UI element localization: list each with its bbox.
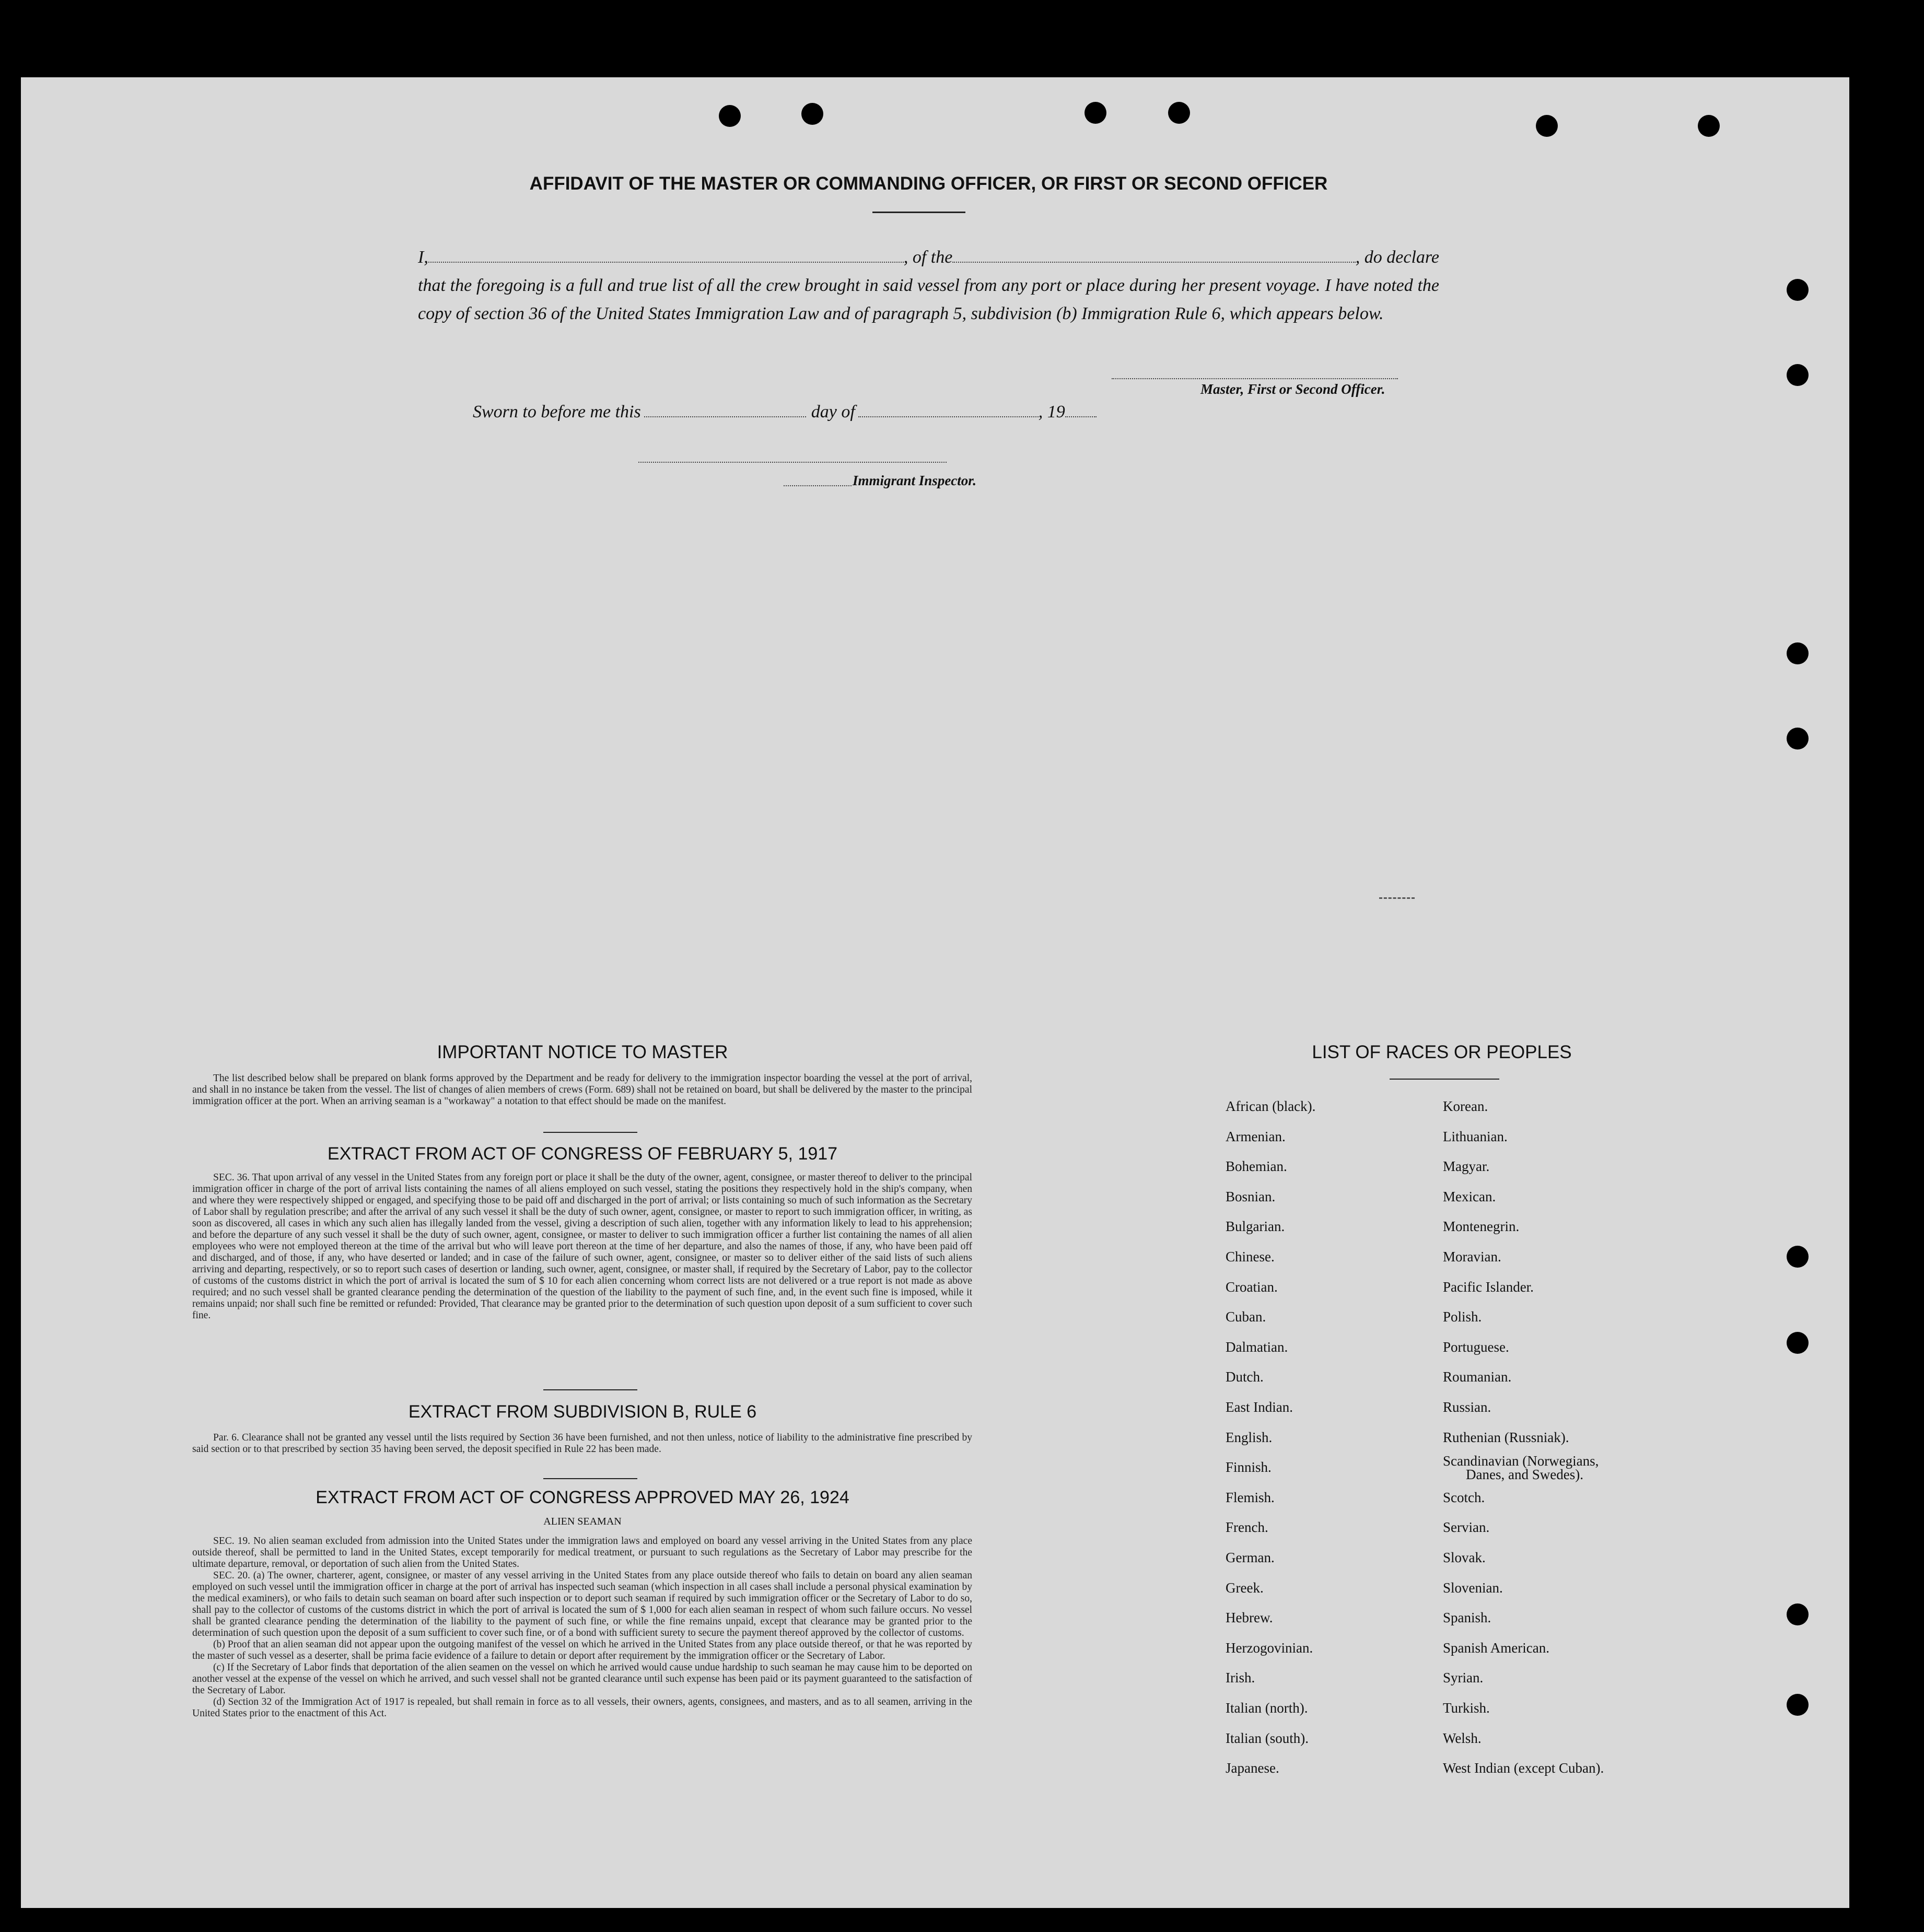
race-item-right: Welsh. [1443,1730,1482,1746]
affidavit-text: that the foregoing is a full and true list of all the crew brought in said vessel from any port or place during her present voyage. I have noted the copy of section 36 of the United States Immigration Law and of paragraph 5, subdivision (b) Immigration Rule 6, which appears below. [418,276,1439,323]
race-item-right: Lithuanian. [1443,1129,1508,1144]
race-item-left: Hebrew. [1226,1610,1273,1625]
punch-hole [719,105,741,127]
race-item-right: Montenegrin. [1443,1219,1520,1234]
race-item-right: Turkish. [1443,1700,1490,1716]
race-item-left: African (black). [1226,1098,1316,1114]
race-item-left: German. [1226,1550,1275,1565]
inspector-signature-lead [784,473,852,486]
race-item-left: Irish. [1226,1670,1255,1685]
notice-text [192,1073,972,1107]
race-item-left: Italian (north). [1226,1700,1308,1716]
sworn-day-field[interactable] [644,404,806,417]
affidavit-word-of-the: , of the [903,248,953,267]
race-item-right: Spanish American. [1443,1640,1549,1656]
notice-title: IMPORTANT NOTICE TO MASTER [437,1042,728,1062]
section-divider [543,1389,637,1390]
punch-hole [1168,102,1190,124]
race-item-right: Spanish. [1443,1610,1491,1625]
race-item-left: Bulgarian. [1226,1219,1285,1234]
race-item-right: Servian. [1443,1519,1490,1535]
sworn-day-of: day of [811,402,855,421]
master-signature-line[interactable] [1112,366,1398,379]
extract-1924-sec20d: (d) Section 32 of the Immigration Act of 1917 is repealed, but shall remain in force as to all vessels, their owners, agents, consignees, and masters, and as to all seamen, arriving in the United States prior to the enactment of this Act. [192,1696,972,1719]
race-item-right: Korean. [1443,1098,1488,1114]
affidavit-word-i: I, [418,248,428,267]
race-item-left: Dutch. [1226,1369,1264,1385]
sworn-prefix: Sworn to before me this [473,402,641,421]
race-item-left: Greek. [1226,1580,1264,1596]
inspector-label: Immigrant Inspector. [853,473,977,488]
affidavit-title: AFFIDAVIT OF THE MASTER OR COMMANDING OFFICER, OR FIRST OR SECOND OFFICER [529,173,1328,194]
race-item-right: Moravian. [1443,1249,1501,1264]
race-item-left: Cuban. [1226,1309,1266,1325]
sworn-year-prefix: , 19 [1038,402,1065,421]
race-item-left: Japanese. [1226,1760,1279,1776]
punch-hole [1787,1694,1809,1716]
punch-hole [1787,1603,1809,1625]
extract-rule6-paragraph: Par. 6. Clearance shall not be granted any vessel until the lists required by Section 36 have been furnished, and not then unless, notice of liability to the administrative fine prescribed by said section or to that prescribed by section 35 having been served, the deposit specified in Rule 22 has been made. [192,1432,972,1455]
extract-rule6-text [192,1432,972,1455]
vessel-name-field[interactable] [952,249,1355,263]
affidavit-word-do-declare: , do declare [1355,248,1439,267]
race-item-left: Flemish. [1226,1490,1275,1505]
race-item-left: Bosnian. [1226,1189,1276,1204]
race-item-right: Scandinavian (Norwegians, [1443,1453,1599,1469]
race-item-left: East Indian. [1226,1399,1293,1415]
race-item-right: Russian. [1443,1399,1491,1415]
race-item-left: Bohemian. [1226,1158,1287,1174]
race-item-left: French. [1226,1519,1268,1535]
extract-1924-sec20a: SEC. 20. (a) The owner, charterer, agent, consignee, or master of any vessel arriving in the United States from any place outside thereof who fails to detain on board any alien seaman employed on such vessel until the immigration officer in charge at the port of arrival has inspected such seaman (which inspection in all cases shall include a personal physical examination by the medical examiners), or who fails to detain such seaman on board after such inspection or to deport such seaman if required by such immigration officer or the Secretary of Labor to do so, shall pay to the collector of customs of the customs district in which the port of arrival is located the sum of $ 1,000 for each alien seaman in respect of whom such failure occurs. No vessel shall be granted clearance pending the determination of the liability to the payment of such fine, or while the fine remains unpaid, except that clearance may be granted prior to the determination of such question upon the deposit of a sum sufficient to cover such fine, or of a bond with sufficient surety to secure the payment thereof approved by the collector of customs. [192,1570,972,1638]
inspector-signature-line[interactable] [638,449,947,463]
race-item-right-continuation: Danes, and Swedes). [1466,1467,1583,1482]
race-item-left: Italian (south). [1226,1730,1309,1746]
race-item-right: Pacific Islander. [1443,1279,1534,1295]
sworn-month-field[interactable] [858,404,1039,417]
punch-hole [1698,115,1720,137]
race-item-right: Polish. [1443,1309,1482,1325]
race-item-right: Slovenian. [1443,1580,1503,1596]
extract-1924-text [192,1536,972,1719]
notice-paragraph: The list described below shall be prepared on blank forms approved by the Department and be ready for delivery to the immigration inspector boarding the vessel at the port of arrival, and shall in no instance be taken from the vessel. The list of changes of alien members of crews (Form. 689) shall not be retained on board, but shall be delivered by the master to the principal immigration officer at the port. When an arriving seaman is a "workaway" a notation to that effect should be made on the manifest. [192,1073,972,1107]
race-item-left: Armenian. [1226,1129,1286,1144]
extract-1924-sec20b: (b) Proof that an alien seaman did not appear upon the outgoing manifest of the vessel on which he arrived in the United States from any place outside thereof, or that he was reported by the master of such vessel as a deserter, shall be prima facie evidence of a failure to detain or deport after requirement by the immigration officer or the Secretary of Labor. [192,1639,972,1661]
punch-hole [1787,642,1809,664]
race-item-left: Dalmatian. [1226,1339,1288,1355]
section-divider [543,1478,637,1479]
punch-hole [1787,1246,1809,1268]
extract-1917-text [192,1172,972,1321]
punch-hole [801,103,823,125]
race-item-left: English. [1226,1430,1273,1445]
extract-1924-subtitle: ALIEN SEAMAN [543,1516,622,1527]
race-item-right: Syrian. [1443,1670,1484,1685]
extract-1917-paragraph: SEC. 36. That upon arrival of any vessel in the United States from any foreign port or place it shall be the duty of the owner, agent, consignee, or master thereof to deliver to the principal immigration officer in charge of the port of arrival lists containing the names of all aliens employed on such vessel, stating the positions they respectively hold in the ship's company, when and where they were respectively shipped or engaged, and specifying those to be paid off and discharged in the port of arrival; or lists containing so much of such information as the Secretary of Labor shall by regulation prescribe; and after the arrival of any such vessel it shall be the duty of such owner, agent, consignee, or master to report to such immigration officer, in writing, as soon as discovered, all cases in which any such alien has illegally landed from the vessel, giving a description of such alien, together with any information likely to lead to his apprehension; and before the departure of any such vessel it shall be the duty of such owner, agent, consignee, or master to deliver to such immigration officer a further list containing the names of all alien employees who were not employed thereon at the time of the arrival but who will leave port thereon at the time of her departure, and also the names of those, if any, who have been paid off and discharged, and of those, if any, who have deserted or landed; and in case of the failure of such owner, agent, consignee, or master so to deliver either of the said lists of such aliens arriving and departing, respectively, or so to report such cases of desertion or landing, such owner, agent, consignee, or master shall, if required by the Secretary of Labor, pay to the collector of customs of the customs district in which the port of arrival is located the sum of $ 10 for each alien concerning whom correct lists are not delivered or a true report is not made as above required; and no such vessel shall be granted clearance pending the determination of the question of the liability to the payment of such fine, and, in the event such fine is imposed, while it remains unpaid; nor shall such fine be remitted or refunded: Provided, That clearance may be granted prior to the determination of such question upon deposit of a sum sufficient to cover such fine. [192,1172,972,1321]
race-item-right: Slovak. [1443,1550,1486,1565]
extract-1917-title: EXTRACT FROM ACT OF CONGRESS OF FEBRUARY 5, 1917 [327,1144,838,1164]
race-item-left: Chinese. [1226,1249,1275,1264]
race-item-right: Magyar. [1443,1158,1490,1174]
title-divider [872,212,965,213]
punch-hole [1787,728,1809,750]
race-item-left: Finnish. [1226,1459,1272,1475]
affidavit-statement [418,243,1439,328]
section-divider [543,1132,637,1133]
stamp-mark [1379,897,1415,899]
race-item-right: Scotch. [1443,1490,1485,1505]
punch-hole [1787,1332,1809,1354]
master-signature-label: Master, First or Second Officer. [1200,381,1385,397]
races-title: LIST OF RACES OR PEOPLES [1312,1042,1572,1062]
extract-rule6-title: EXTRACT FROM SUBDIVISION B, RULE 6 [408,1402,757,1422]
extract-1924-sec19: SEC. 19. No alien seaman excluded from admission into the United States under the immigration laws and employed on board any vessel arriving in the United States from any place outside thereof, shall be permitted to land in the United States, except temporarily for medical treatment, or pursuant to such regulations as the Secretary of Labor may prescribe for the ultimate departure, removal, or deportation of such alien from the United States. [192,1536,972,1570]
extract-1924-sec20c: (c) If the Secretary of Labor finds that deportation of the alien seamen on the vessel on which he arrived would cause undue hardship to such seaman he may cause him to be deported on another vessel at the expense of the vessel on which he arrived, and such vessel shall not be granted clearance until such expense has been paid or its payment guaranteed to the satisfaction of the Secretary of Labor. [192,1662,972,1696]
race-item-right: Portuguese. [1443,1339,1509,1355]
race-item-right: Ruthenian (Russniak). [1443,1430,1569,1445]
officer-name-field[interactable] [428,249,904,263]
extract-1924-title: EXTRACT FROM ACT OF CONGRESS APPROVED MAY 26, 1924 [316,1488,849,1507]
race-item-left: Herzogovinian. [1226,1640,1313,1656]
punch-hole [1085,102,1106,124]
punch-hole [1536,115,1558,137]
sworn-line [473,402,1097,422]
race-item-right: Mexican. [1443,1189,1496,1204]
punch-hole [1787,364,1809,386]
races-divider [1390,1079,1499,1080]
race-item-left: Croatian. [1226,1279,1278,1295]
sworn-year-field[interactable] [1065,404,1097,417]
punch-hole [1787,279,1809,301]
race-item-right: Roumanian. [1443,1369,1512,1385]
race-item-right: West Indian (except Cuban). [1443,1760,1604,1776]
